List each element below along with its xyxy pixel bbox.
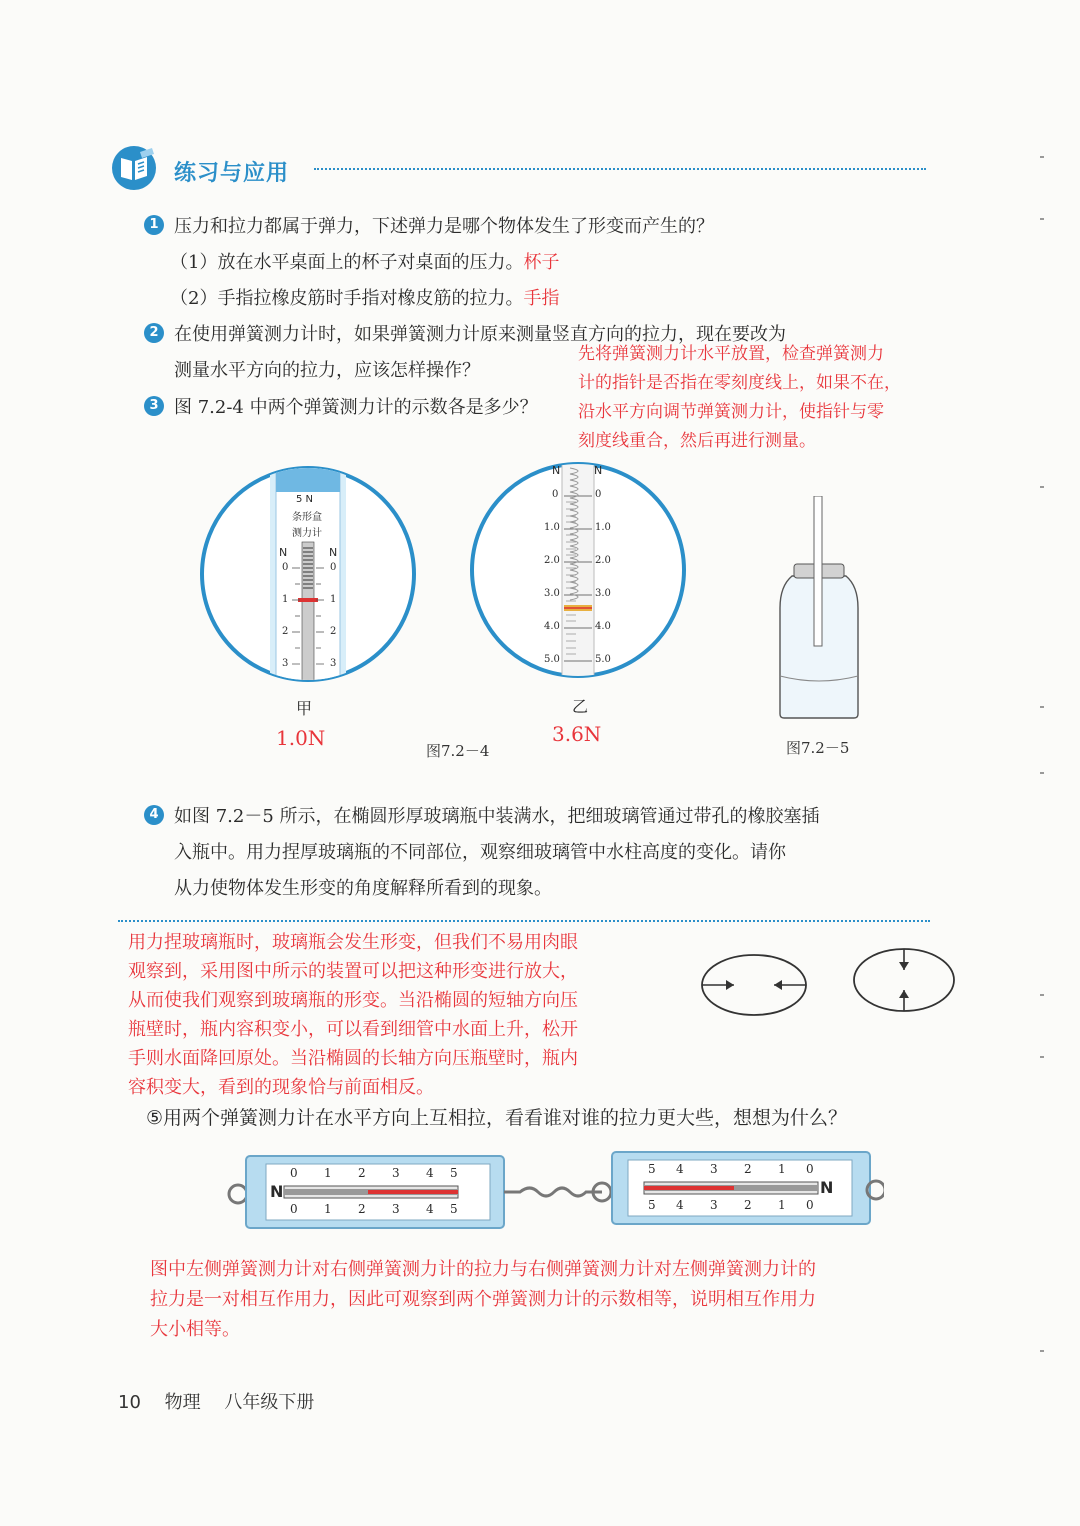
answer-text: 杯子 — [523, 252, 560, 273]
question-text: 如图 7.2－5 所示，在椭圆形厚玻璃瓶中装满水，把细玻璃管通过带孔的橡胶塞插 — [174, 806, 820, 827]
question-text: 压力和拉力都属于弹力，下述弹力是哪个物体发生了形变而产生的？ — [174, 216, 714, 237]
section-title: 练习与应用 — [174, 161, 290, 186]
question-4-line-3: 从力使物体发生形变的角度解释所看到的现象。 — [174, 878, 552, 899]
ellipse-short-axis-press-diagram — [850, 944, 960, 1016]
question-5: ⑤用两个弹簧测力计在水平方向上互相拉，看看谁对谁的拉力更大些，想想为什么？ — [146, 1107, 848, 1129]
question-text: 在使用弹簧测力计时，如果弹簧测力计原来测量竖直方向的拉力，现在要改为 — [174, 324, 786, 345]
book-title: 八年级下册 — [224, 1392, 315, 1413]
question-1-part-2: （2）手指拉橡皮筋时手指对橡皮筋的拉力。手指 — [170, 288, 560, 309]
margin-mark — [1040, 1350, 1044, 1352]
margin-mark — [1040, 1056, 1044, 1058]
question-2-answer: 先将弹簧测力计水平放置，检查弹簧测力 计的指针是否指在零刻度线上，如果不在， 沿水平方向调节弹簧测力计，使指针与零 刻度线重合，然后再进行测量。 — [578, 344, 901, 451]
question-3 — [144, 396, 538, 420]
margin-mark — [1040, 156, 1044, 158]
margin-mark — [1040, 218, 1044, 220]
question-2-line-2: 测量水平方向的拉力，应该怎样操作？ — [174, 360, 480, 381]
question-4-line-2: 入瓶中。用力捏厚玻璃瓶的不同部位，观察细玻璃管中水柱高度的变化。请你 — [174, 842, 786, 863]
book-icon — [110, 144, 160, 192]
question-1-part-1: （1）放在水平桌面上的杯子对桌面的压力。杯子 — [170, 252, 560, 273]
question-number: 4 — [144, 805, 164, 825]
question-number: 3 — [144, 396, 164, 416]
question-1 — [144, 215, 714, 239]
page-number: 10 — [118, 1392, 141, 1413]
margin-mark — [1040, 772, 1044, 774]
figure-label-jia: 甲 — [296, 699, 313, 718]
spring-scales-pulling-diagram: N 0 1 2 3 4 5 0 1 2 3 4 5 N 5 4 3 2 1 0 5 4 3 2 1 0 — [224, 1148, 884, 1232]
question-4-answer: 用力捏玻璃瓶时，玻璃瓶会发生形变，但我们不易用肉眼 观察到，采用图中所示的装置可以把这种形变进行放大， 从而使我们观察到玻璃瓶的形变。当沿椭圆的短轴方向压 瓶壁时，瓶内容积变小，可以看到细管中水面上升，松开 手则水面降回原处。当沿椭圆的长轴方向压瓶壁时，瓶内 容积变大，看到的现象恰与前面相反。 — [128, 932, 578, 1098]
answer-divider — [118, 920, 930, 922]
spring-scale-yi-figure: N N 0 0 1.0 1.0 2.0 2.0 3.0 3.0 4.0 4.0 5.0 5.0 — [466, 458, 690, 682]
question-4 — [144, 805, 820, 829]
question-number: 2 — [144, 323, 164, 343]
figure-label-yi: 乙 — [572, 697, 589, 716]
question-5-answer: 图中左侧弹簧测力计对右侧弹簧测力计的拉力与右侧弹簧测力计对左侧弹簧测力计的 拉力是一对相互作用力，因此可观察到两个弹簧测力计的示数相等，说明相互作用力 大小相等。 — [150, 1259, 816, 1340]
question-number: 1 — [144, 215, 164, 235]
section-divider — [314, 168, 926, 170]
question-text: 图 7.2-4 中两个弹簧测力计的示数各是多少？ — [174, 397, 538, 418]
answer-yi: 3.6N — [552, 722, 602, 746]
margin-mark — [1040, 486, 1044, 488]
figure-caption-7-2-4: 图7.2－4 — [426, 742, 490, 760]
glass-bottle-figure — [770, 496, 870, 722]
page-footer — [118, 1388, 314, 1414]
spring-scale-jia-figure: 5 N 条形盒 测力计 N N 0 0 1 1 2 2 3 3 — [196, 462, 420, 686]
answer-jia: 1.0N — [276, 726, 326, 750]
figure-caption-7-2-5: 图7.2－5 — [786, 739, 850, 757]
answer-text: 手指 — [523, 288, 560, 309]
margin-mark — [1040, 706, 1044, 708]
subject-name: 物理 — [164, 1392, 201, 1413]
margin-mark — [1040, 994, 1044, 996]
ellipse-long-axis-press-diagram — [696, 950, 816, 1020]
